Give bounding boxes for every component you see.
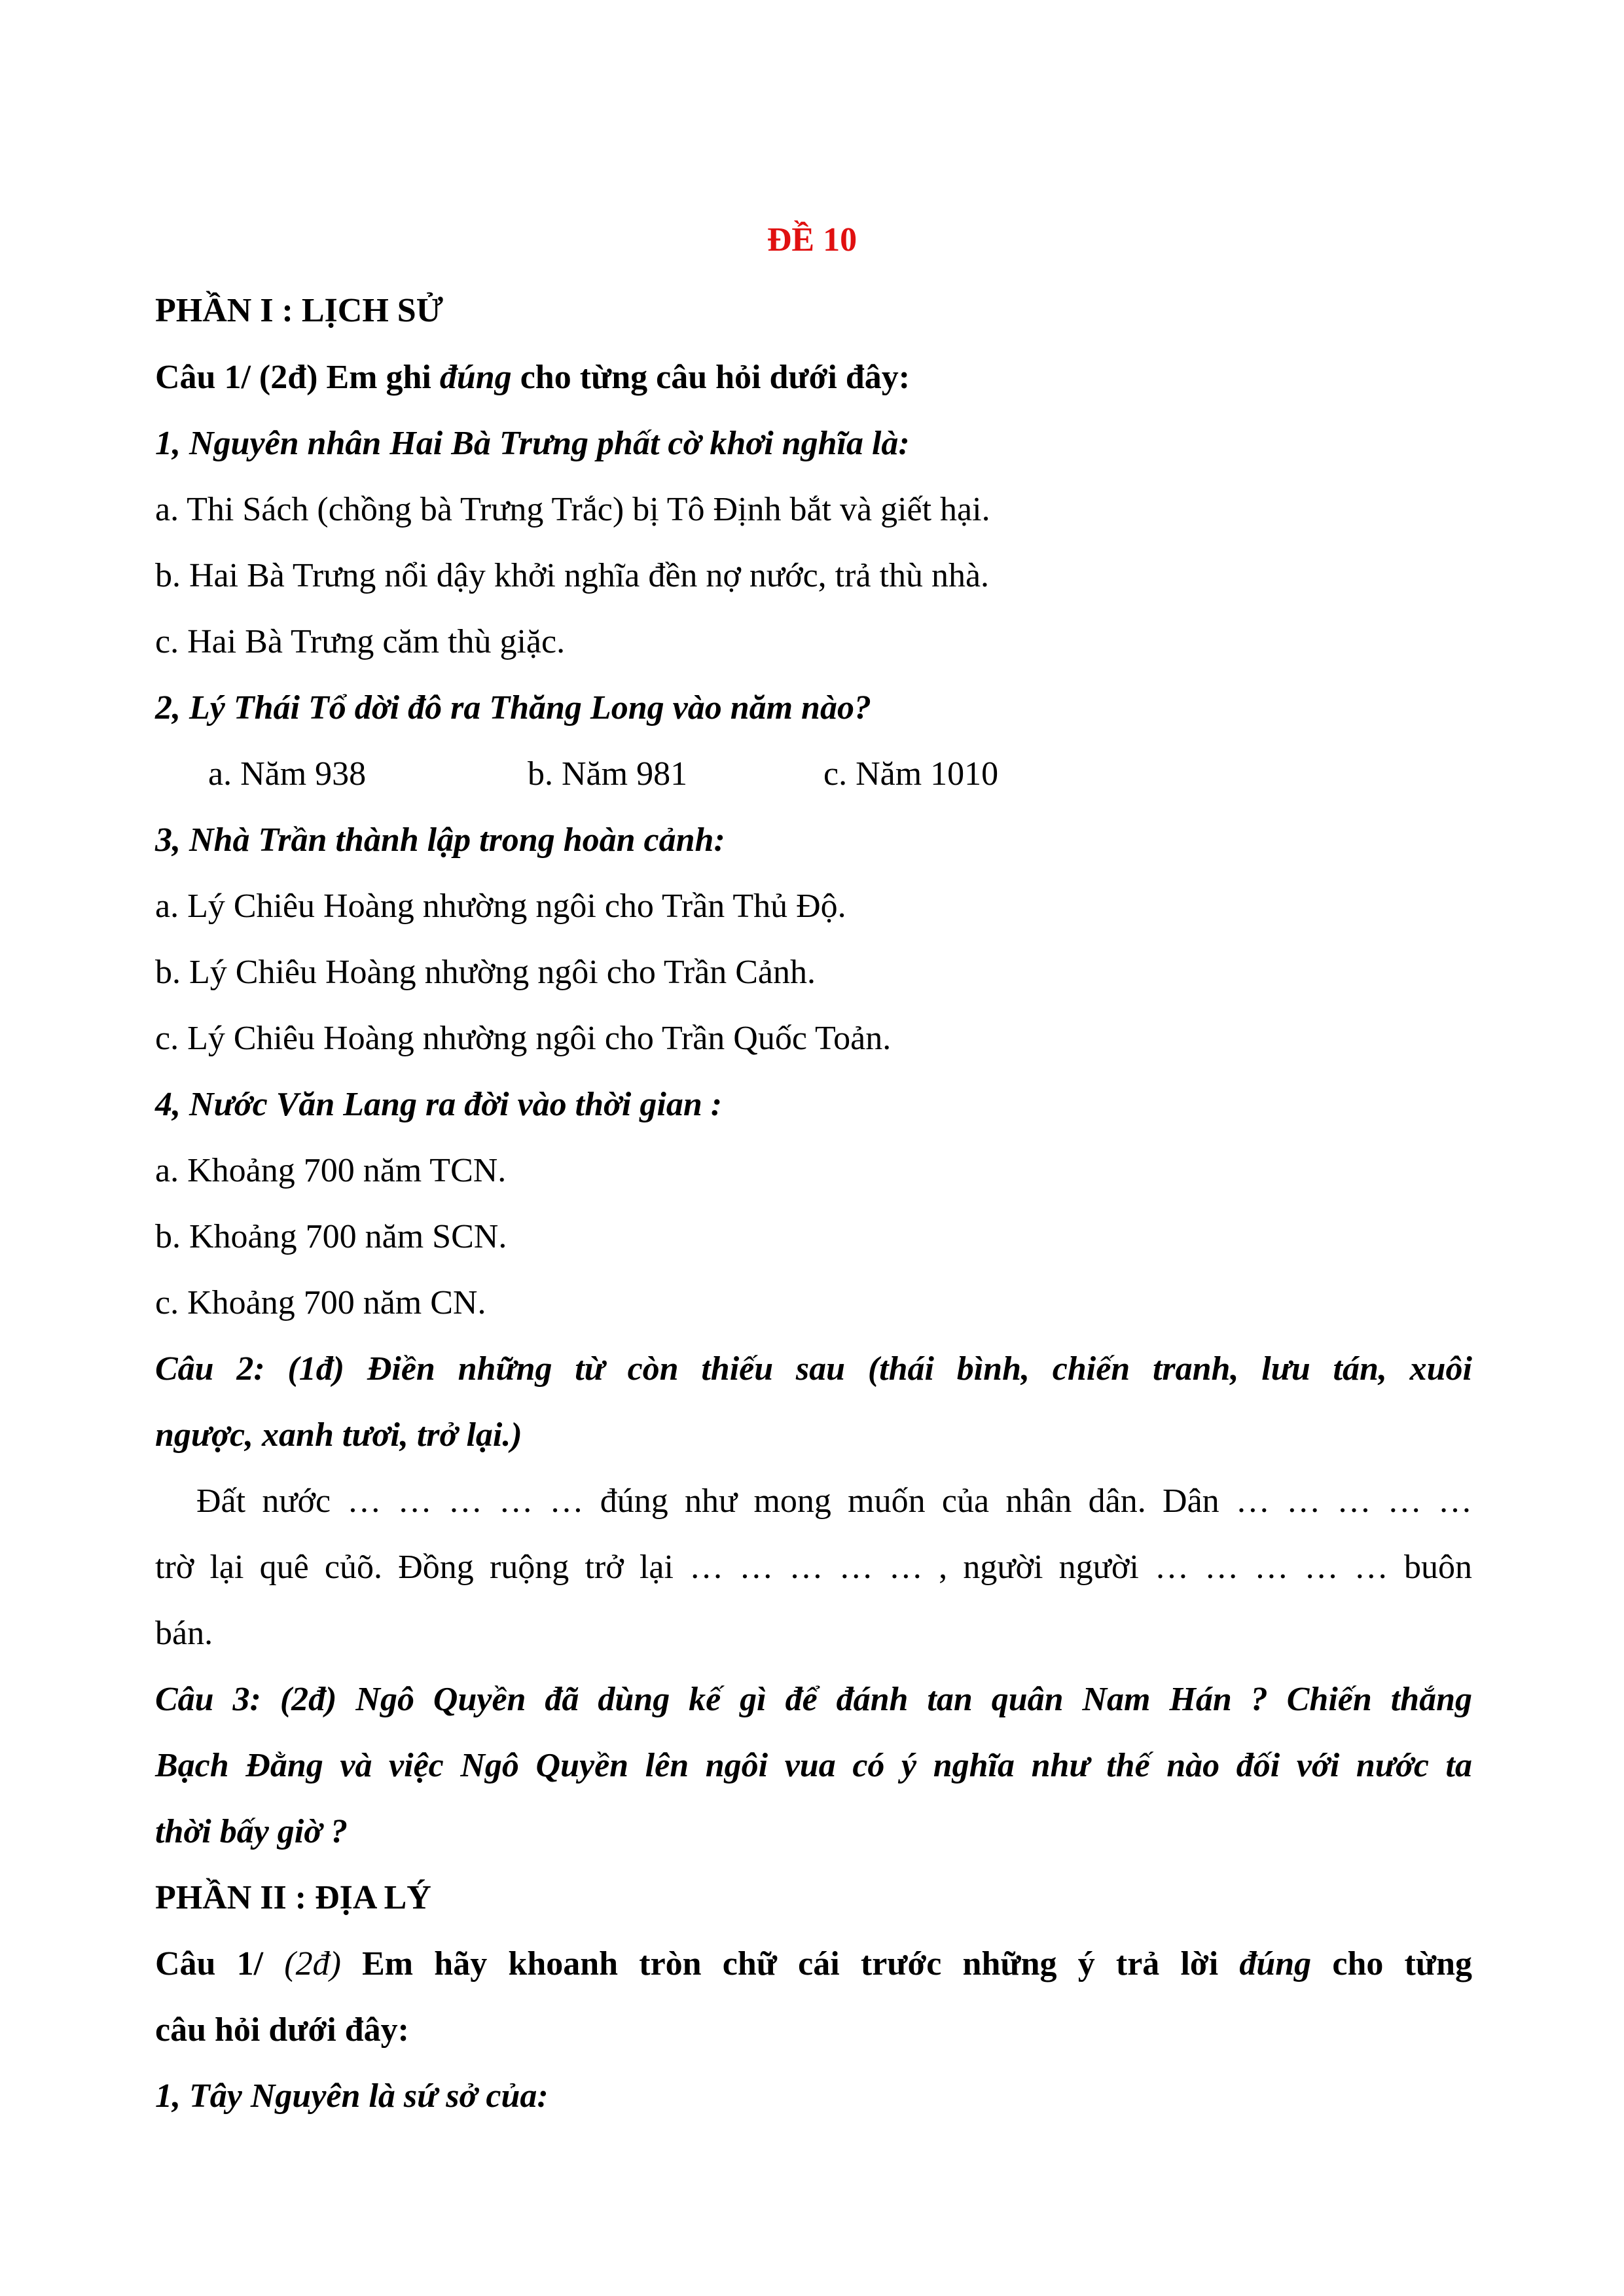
- part2-q1-instruction-line1: Câu 1/ (2đ) Em hãy khoanh tròn chữ cái trước những ý trả lời đúng cho từng: [155, 1945, 1472, 1982]
- part1-q1-instruction: Câu 1/ (2đ) Em ghi đúng cho từng câu hỏi dưới đây:: [155, 359, 911, 396]
- q2-fill-text-line3: bán.: [155, 1615, 213, 1652]
- q2-fill-text-line2: trờ lại quê củõ. Đồng ruộng trở lại … … … … … , người người … … … … … buôn: [155, 1549, 1472, 1586]
- q1-sub2-option-c: c. Năm 1010: [823, 755, 999, 793]
- q1-sub4-option-a: a. Khoảng 700 năm TCN.: [155, 1152, 507, 1189]
- part2-q1-sub1-question: 1, Tây Nguyên là sứ sở của:: [155, 2077, 549, 2115]
- q1-sub2-option-b: b. Năm 981: [528, 755, 688, 793]
- q3-question-line1: Câu 3: (2đ) Ngô Quyền đã dùng kế gì để đánh tan quân Nam Hán ? Chiến thắng: [155, 1681, 1472, 1718]
- q1-sub3-option-c: c. Lý Chiêu Hoàng nhường ngôi cho Trần Quốc Toản.: [155, 1020, 892, 1057]
- q1-sub2-option-a: a. Năm 938: [208, 755, 367, 793]
- q2-instruction-line1: Câu 2: (1đ) Điền những từ còn thiếu sau (thái bình, chiến tranh, lưu tán, xuôi: [155, 1350, 1472, 1388]
- q1-sub4-option-b: b. Khoảng 700 năm SCN.: [155, 1218, 507, 1255]
- q1-sub4-question: 4, Nước Văn Lang ra đời vào thời gian :: [155, 1086, 723, 1123]
- q3-question-line3: thời bấy giờ ?: [155, 1813, 348, 1850]
- q1-sub1-option-b: b. Hai Bà Trưng nổi dậy khởi nghĩa đền nợ nước, trả thù nhà.: [155, 557, 990, 594]
- part1-heading: PHẦN I : LỊCH SỬ: [155, 292, 444, 329]
- part2-heading: PHẦN II : ĐỊA LÝ: [155, 1879, 431, 1916]
- q2-instruction-line2: ngược, xanh tươi, trở lại.): [155, 1416, 522, 1454]
- q1-sub3-option-b: b. Lý Chiêu Hoàng nhường ngôi cho Trần Cảnh.: [155, 954, 816, 991]
- q1-sub3-question: 3, Nhà Trần thành lập trong hoàn cảnh:: [155, 821, 725, 859]
- q1-sub3-option-a: a. Lý Chiêu Hoàng nhường ngôi cho Trần Thủ Độ.: [155, 888, 846, 925]
- part2-q1-instruction-line2: câu hỏi dưới đây:: [155, 2011, 409, 2049]
- q1-sub1-option-a: a. Thi Sách (chồng bà Trưng Trắc) bị Tô Định bắt và giết hại.: [155, 491, 990, 528]
- q2-fill-text-line1: Đất nước … … … … … đúng như mong muốn của nhân dân. Dân … … … … …: [196, 1482, 1472, 1520]
- q3-question-line2: Bạch Đằng và việc Ngô Quyền lên ngôi vua có ý nghĩa như thế nào đối với nước ta: [155, 1747, 1472, 1784]
- exam-title: ĐỀ 10: [767, 221, 857, 259]
- q1-sub1-question: 1, Nguyên nhân Hai Bà Trưng phất cờ khơi nghĩa là:: [155, 425, 910, 462]
- q1-sub2-question: 2, Lý Thái Tổ dời đô ra Thăng Long vào năm nào?: [155, 689, 871, 726]
- q1-sub1-option-c: c. Hai Bà Trưng căm thù giặc.: [155, 623, 566, 660]
- q1-sub4-option-c: c. Khoảng 700 năm CN.: [155, 1284, 486, 1321]
